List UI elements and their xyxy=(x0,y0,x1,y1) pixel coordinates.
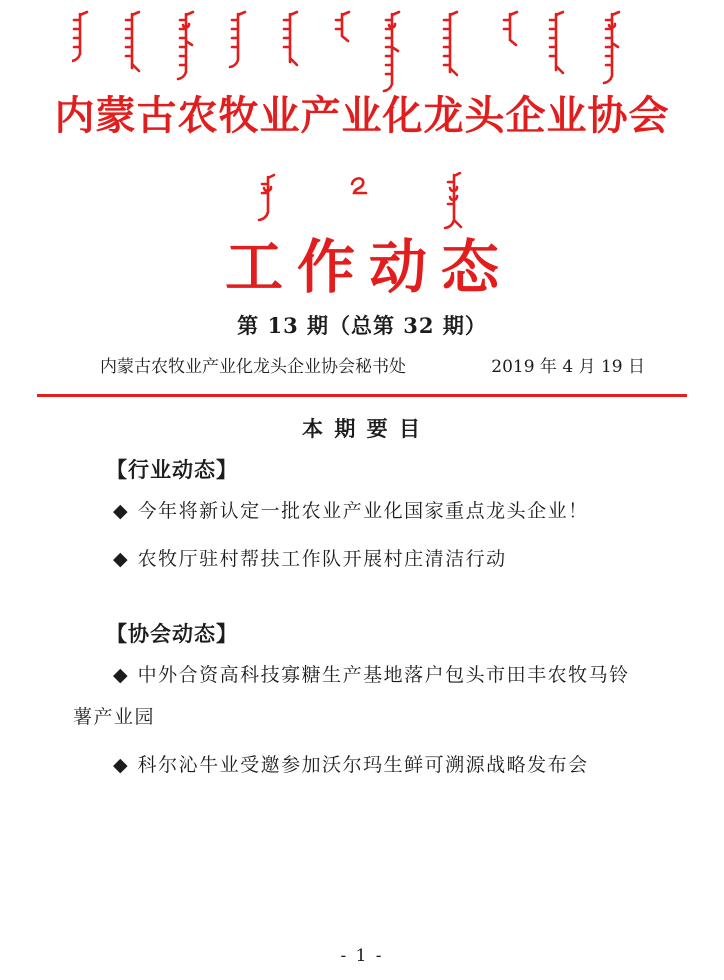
publisher-name: 内蒙古农牧业产业化龙头企业协会秘书处 xyxy=(100,357,406,377)
section-title-industry: 【行业动态】 xyxy=(106,458,238,482)
diamond-bullet-icon: ◆ xyxy=(113,500,128,522)
toc-item-text: 科尔沁牛业受邀参加沃尔玛生鲜可溯源战略发布会 xyxy=(137,754,589,776)
org-name-title: 内蒙古农牧业产业化龙头企业协会 xyxy=(54,92,670,139)
red-divider-rule xyxy=(37,394,687,397)
section-gap xyxy=(73,582,639,616)
issue-date: 2019 年 4 月 19 日 xyxy=(491,357,645,377)
toc-item-text: 中外合资高科技寡糖生产基地落户包头市田丰农牧马铃薯产业园 xyxy=(73,664,630,728)
diamond-bullet-icon: ◆ xyxy=(113,664,128,686)
toc-item-text: 今年将新认定一批农业产业化国家重点龙头企业！ xyxy=(137,500,589,522)
toc-item-text: 农牧厅驻村帮扶工作队开展村庄清洁行动 xyxy=(137,548,507,570)
publisher-row xyxy=(100,352,645,377)
diamond-bullet-icon: ◆ xyxy=(113,548,128,570)
section-title-association: 【协会动态】 xyxy=(106,622,238,646)
toc-item xyxy=(73,744,639,786)
toc-item xyxy=(73,538,639,580)
page-number: - 1 - xyxy=(340,946,384,966)
toc-heading: 本 期 要 目 xyxy=(302,417,422,441)
diamond-bullet-icon: ◆ xyxy=(113,754,128,776)
toc-body xyxy=(73,452,639,788)
toc-item xyxy=(73,654,639,738)
toc-item xyxy=(73,490,639,532)
issue-number: 第 13 期（总第 32 期） xyxy=(237,313,487,338)
bulletin-title: 工作动态 xyxy=(224,233,513,301)
